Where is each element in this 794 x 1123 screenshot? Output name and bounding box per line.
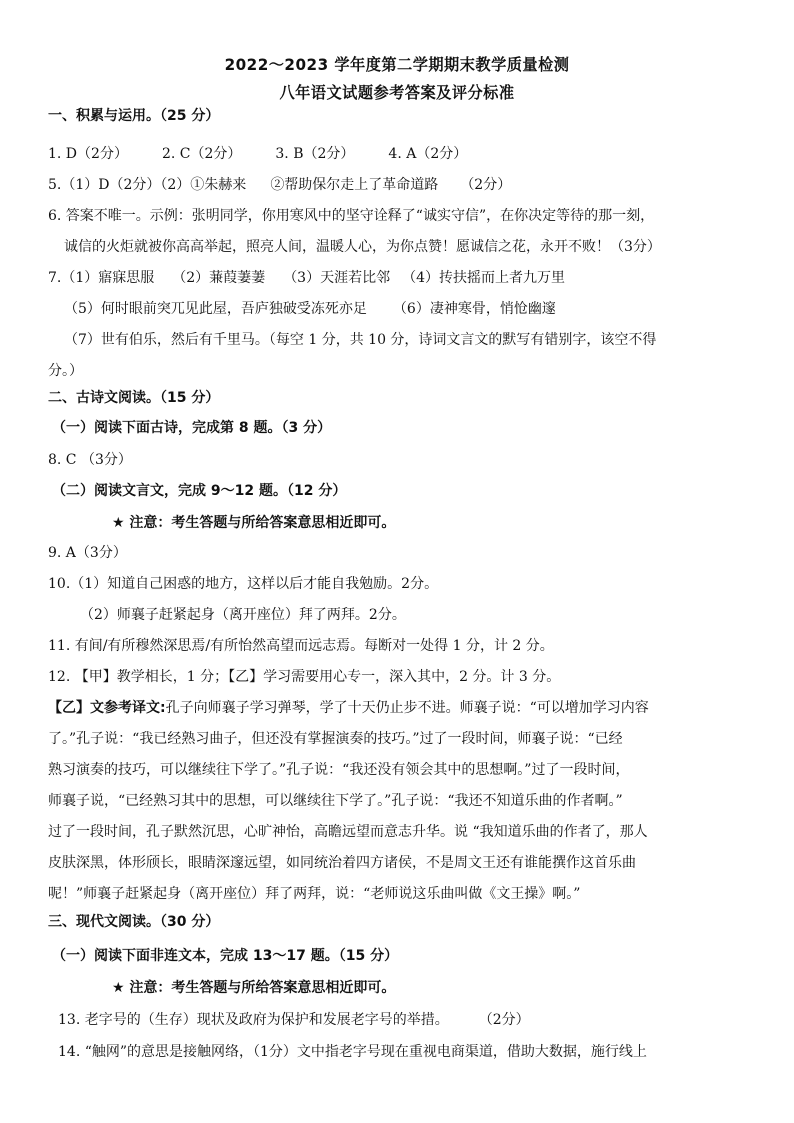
q2-answer: 2. C（2分） bbox=[161, 146, 242, 162]
translation-line5: 过了一段时间，孔子默然沉思，心旷神怡，高瞻远望而意志升华。说 “我知道乐曲的作者了，那人 bbox=[48, 824, 648, 840]
doc-title-line1: 2022～2023 学年度第二学期期末教学质量检测 bbox=[224, 55, 570, 74]
q6-line1: 6. 答案不唯一。示例：张明同学，你用寒风中的坚守诠释了“诚实守信”，在你决定等待的那一刻， bbox=[48, 208, 655, 224]
grading-note: ★ 注意：考生答题与所给答案意思相近即可。 bbox=[112, 515, 396, 531]
grading-note-2: ★ 注意：考生答题与所给答案意思相近即可。 bbox=[112, 980, 396, 996]
q10-line1: 10.（1）知道自己困惑的地方，这样以后才能自我勉励。2分。 bbox=[48, 576, 439, 592]
q13-answer: 13. 老字号的（生存）现状及政府为保护和发展老字号的举措。 （2分） bbox=[58, 1012, 530, 1028]
q4-answer: 4. A（2分） bbox=[388, 146, 468, 162]
translation-line7: 呢！”师襄子赶紧起身（离开座位）拜了两拜，说：“老师说这乐曲叫做《文王操》啊。” bbox=[48, 886, 581, 902]
q7-line4: 分。） bbox=[48, 363, 83, 379]
q11-answer: 11. 有间/有所穆然深思焉/有所怡然高望而远志焉。每断对一处得 1 分，计 2 分。 bbox=[48, 638, 554, 654]
translation-line3: 熟习演奏的技巧，可以继续往下学了。”孔子说：“我还没有领会其中的思想啊。”过了一段时间， bbox=[48, 762, 630, 778]
section3-part1-heading: （一）阅读下面非连文本，完成 13～17 题。（15 分） bbox=[52, 948, 399, 964]
q1-4-answers bbox=[48, 144, 467, 164]
q10-line2: （2）师襄子赶紧起身（离开座位）拜了两拜。2分。 bbox=[80, 607, 406, 623]
q1-answer: 1. D（2分） bbox=[48, 146, 128, 162]
q12-answer: 12. 【甲】教学相长，1 分；【乙】学习需要用心专一，深入其中，2 分。计 3 分。 bbox=[48, 669, 561, 685]
section2-heading: 二、古诗文阅读。（15 分） bbox=[48, 390, 220, 406]
q7-line2: （5）何时眼前突兀见此屋，吾庐独破受冻死亦足 （6）凄神寒骨，悄怆幽邃 bbox=[64, 301, 556, 317]
q14-answer: 14. “触网”的意思是接触网络，（1分）文中指老字号现在重视电商渠道，借助大数据，施行线上 bbox=[58, 1044, 647, 1060]
section1-heading: 一、积累与运用。（25 分） bbox=[48, 108, 220, 124]
q3-answer: 3. B（2分） bbox=[275, 146, 355, 162]
translation-line1: 【乙】文参考译文:孔子向师襄子学习弹琴，学了十天仍止步不进。师襄子说：“可以增加学习内容 bbox=[48, 700, 649, 716]
section2-part2-heading: （二）阅读文言文，完成 9～12 题。（12 分） bbox=[52, 483, 347, 499]
q6-line2: 诚信的火炬就被你高高举起，照亮人间，温暖人心，为你点赞！愿诚信之花，永开不败！（3分） bbox=[64, 239, 661, 255]
q5-answer: 5.（1）D（2分）（2）①朱赫来 ②帮助保尔走上了革命道路 （2分） bbox=[48, 177, 512, 193]
q7-line1: 7.（1）寤寐思服 （2）蒹葭萋萋 （3）天涯若比邻 （4）抟扶摇而上者九万里 bbox=[48, 270, 566, 286]
section3-heading: 三、现代文阅读。（30 分） bbox=[48, 914, 220, 930]
section2-part1-heading: （一）阅读下面古诗，完成第 8 题。（3 分） bbox=[52, 420, 332, 436]
translation-line6: 皮肤深黑，体形颀长，眼睛深邃远望，如同统治着四方诸侯，不是周文王还有谁能撰作这首乐曲 bbox=[48, 855, 636, 871]
q7-line3: （7）世有伯乐，然后有千里马。（每空 1 分，共 10 分，诗词文言文的默写有错别字，该空不得 bbox=[64, 332, 657, 348]
q9-answer: 9. A（3分） bbox=[48, 545, 127, 561]
translation-line2: 了。”孔子说：“我已经熟习曲子，但还没有掌握演奏的技巧。”过了一段时间，师襄子说：“已经 bbox=[48, 731, 623, 747]
translation-line4: 师襄子说，“已经熟习其中的思想，可以继续往下学了。”孔子说：“我还不知道乐曲的作者啊。” bbox=[48, 793, 623, 809]
translation-label: 【乙】文参考译文: bbox=[48, 700, 166, 716]
q8-answer: 8. C （3分） bbox=[48, 452, 132, 468]
doc-title-line2: 八年语文试题参考答案及评分标准 bbox=[279, 83, 515, 102]
